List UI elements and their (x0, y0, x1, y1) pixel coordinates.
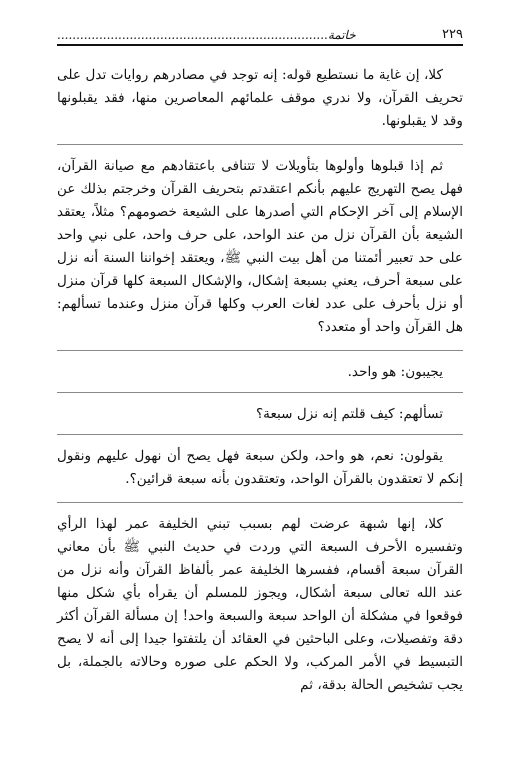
page-number: ٢٢٩ (442, 27, 463, 42)
paragraph: يجيبون: هو واحد. (347, 364, 443, 380)
paragraph: يقولون: نعم، هو واحد، ولكن سبعة فهل يصح أن نهول عليهم ونقول إنكم لا تعتقدون بالقرآن الواحد، وتعتقدون بأنه سبعة قرائين؟. (57, 448, 463, 487)
page-header (57, 22, 463, 46)
paragraph: ثم إذا قبلوها وأولوها بتأويلات لا تتنافى باعتقادهم مع صيانة القرآن، فهل يصح التهريج عليهم بأنكم اعتقدتم بتحريف القرآن وخرجتم بذلك عن الإسلام إلى آخر الإحكام التي أصدرها على الشيعة خصومهم؟ مثلاً، يعتقد الشيعة بأن القرآن نزل من عند الواحد، على حرف واحد، على نبي واحد على حد تعبير أئمتنا من أهل بيت النبي ﷺ، ويعتقد إخواننا السنة أنه نزل على سبعة أحرف، يعني بسبعة إشكال، والإشكال السبعة كلها قرآن منزل أو نزل بأحرف على عدد لغات العرب وكلها قرآن منزل وعندما تسألهم: هل القرآن واحد أو متعدد؟ (57, 158, 463, 335)
divider (57, 392, 463, 393)
paragraph: كلا، إن غاية ما نستطيع قوله: إنه توجد في مصادرهم روايات تدل على تحريف القرآن، ولا ندري موقف علمائهم المعاصرين منها، فقد يقبلونها وقد لا يقبلونها. (57, 67, 463, 129)
divider (57, 144, 463, 145)
divider (57, 502, 463, 503)
paragraph: كلا، إنها شبهة عرضت لهم بسبب تبني الخليفة عمر لهذا الرأي وتفسيره الأحرف السبعة التي وردت في حديث النبي ﷺ بأن معاني القرآن سبعة أقسام، ففسرها الخليفة عمر بألفاظ القرآن وأنه نزل من عند الله تعالى سبعة أشكال، ويجوز للمسلم أن يقرأه بأي شكل منها فوقعوا في مشكلة أن الواحد سبعة والسبعة واحد! إن مسألة القرآن أكثر دقة وتفصيلات، وعلى الباحثين في العقائد أن يلتفتوا جيدا إلى أنه لا يصح التبسيط في الأمر المركب، ولا الحكم على صوره وحالاته بالجملة، بل يجب تشخيص الحالة بدقة، ثم (57, 516, 463, 693)
divider (57, 350, 463, 351)
running-title: خاتمة....................................................................... (57, 28, 356, 42)
divider (57, 434, 463, 435)
page-body (57, 64, 463, 708)
paragraph: تسألهم: كيف قلتم إنه نزل سبعة؟ (255, 406, 443, 422)
